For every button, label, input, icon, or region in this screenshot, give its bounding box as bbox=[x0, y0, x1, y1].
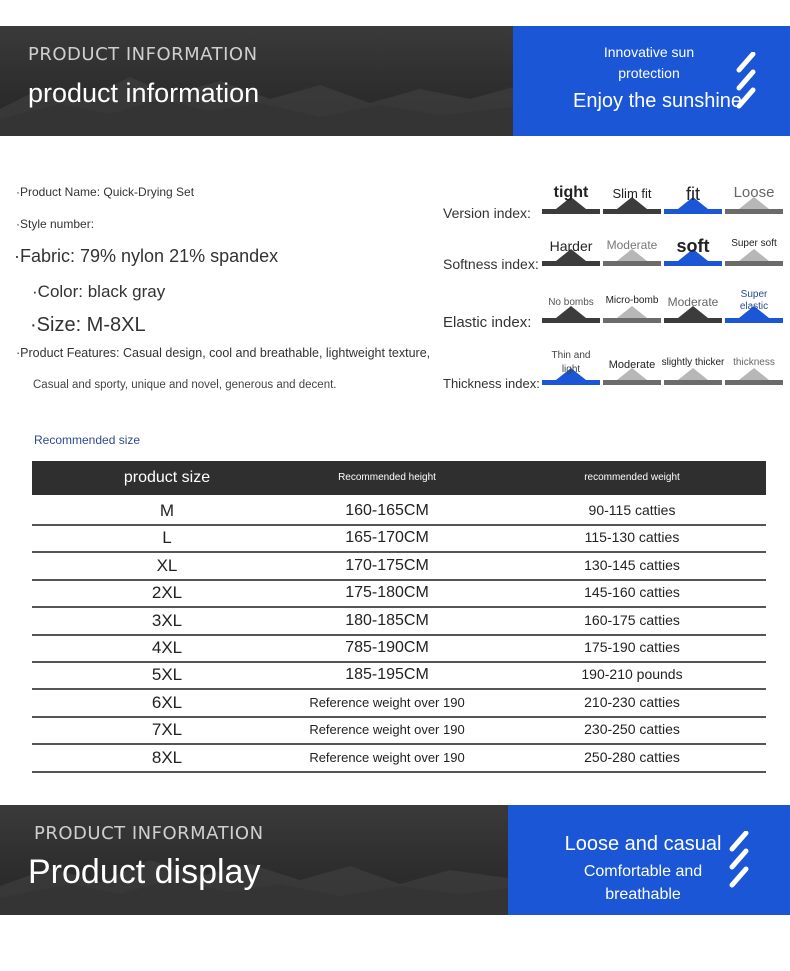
row-weight: 160-175 catties bbox=[584, 611, 680, 628]
thickness-option-moderate: Moderate bbox=[603, 355, 661, 385]
row-height: Reference weight over 190 bbox=[309, 749, 465, 765]
spec-color: ·Color: black gray bbox=[32, 282, 166, 301]
spec-features-2: Casual and sporty, unique and novel, generous and decent. bbox=[33, 379, 337, 391]
version-index-label: Version index: bbox=[443, 205, 531, 221]
row-height: 785-190CM bbox=[345, 639, 429, 656]
size-table-row bbox=[32, 552, 766, 581]
row-height: 165-170CM bbox=[345, 529, 429, 547]
banner-slogan-2: protection bbox=[618, 65, 680, 81]
row-height: 185-195CM bbox=[345, 666, 429, 684]
banner-heading: Product display bbox=[28, 853, 261, 891]
softness-index-label: Softness index: bbox=[443, 256, 539, 272]
banner-slogan-3: Enjoy the sunshine bbox=[573, 90, 743, 112]
elastic-option-moderate: Moderate bbox=[664, 293, 722, 323]
header-height: Recommended height bbox=[338, 472, 436, 483]
size-table-row bbox=[32, 607, 766, 636]
banner-caption: PRODUCT INFORMATION bbox=[34, 823, 264, 844]
header-product-size: product size bbox=[123, 469, 211, 486]
top-banner bbox=[0, 26, 790, 136]
banner-blue-panel bbox=[513, 26, 790, 136]
header-weight: recommended weight bbox=[584, 472, 680, 483]
row-weight: 175-190 catties bbox=[584, 639, 680, 655]
banner-slogan-1: Loose and casual bbox=[564, 833, 722, 855]
row-weight: 230-250 catties bbox=[584, 721, 680, 738]
banner-slogan-3: breathable bbox=[605, 886, 681, 903]
thickness-option-thin: Thin and light bbox=[542, 355, 600, 385]
thickness-index-label: Thickness index: bbox=[443, 376, 540, 391]
row-height: Reference weight over 190 bbox=[309, 722, 465, 738]
size-table-row bbox=[32, 716, 766, 745]
spec-fabric: ·Fabric: 79% nylon 21% spandex bbox=[14, 246, 279, 266]
spec-features: ·Product Features: Casual design, cool and breathable, lightweight texture, bbox=[16, 346, 431, 360]
stripes-icon bbox=[733, 52, 759, 110]
softness-option-super-soft: Super soft bbox=[725, 236, 783, 266]
size-table-row bbox=[32, 579, 766, 608]
version-option-tight: tight bbox=[542, 184, 600, 214]
size-table-row bbox=[32, 524, 766, 553]
row-size: 3XL bbox=[151, 610, 183, 630]
row-height: 170-175CM bbox=[345, 556, 429, 574]
size-table-header bbox=[32, 461, 766, 495]
row-size: 2XL bbox=[151, 583, 183, 603]
softness-option-soft: soft bbox=[664, 236, 722, 266]
row-height: Reference weight over 190 bbox=[309, 694, 465, 710]
size-table-row bbox=[32, 661, 766, 690]
spec-size: ·Size: M-8XL bbox=[30, 314, 146, 336]
spec-product-name: ·Product Name: Quick-Drying Set bbox=[16, 185, 195, 199]
row-size: 6XL bbox=[151, 692, 183, 712]
row-height: 160-165CM bbox=[345, 502, 429, 519]
elastic-option-super-elastic: Super elastic bbox=[725, 293, 783, 323]
banner-slogan-2: Comfortable and bbox=[583, 863, 703, 880]
version-option-slim: Slim fit bbox=[603, 184, 661, 214]
row-size: 4XL bbox=[151, 638, 183, 657]
banner-dark-panel bbox=[0, 805, 508, 915]
softness-option-moderate: Moderate bbox=[603, 236, 661, 266]
softness-option-harder: Harder bbox=[542, 236, 600, 266]
row-size: 5XL bbox=[151, 665, 183, 685]
row-size: 7XL bbox=[151, 720, 183, 740]
row-weight: 190-210 pounds bbox=[581, 666, 683, 683]
banner-blue-panel bbox=[508, 805, 790, 915]
row-weight: 115-130 catties bbox=[584, 529, 680, 546]
bottom-banner bbox=[0, 805, 790, 915]
banner-dark-panel bbox=[0, 26, 513, 136]
row-size: XL bbox=[156, 555, 178, 575]
recommended-size-title: Recommended size bbox=[34, 433, 141, 447]
row-weight: 130-145 catties bbox=[584, 556, 680, 573]
row-weight: 210-230 catties bbox=[584, 693, 680, 710]
row-height: 175-180CM bbox=[345, 584, 429, 602]
banner-caption: PRODUCT INFORMATION bbox=[28, 44, 258, 65]
banner-slogan-1: Innovative sun bbox=[603, 44, 695, 60]
row-size: M bbox=[159, 501, 175, 520]
row-height: 180-185CM bbox=[345, 611, 429, 629]
row-weight: 145-160 catties bbox=[584, 584, 680, 601]
spec-style-number: ·Style number: bbox=[16, 217, 95, 231]
elastic-index-label: Elastic index: bbox=[443, 314, 532, 331]
size-table-row bbox=[32, 497, 766, 526]
row-weight: 250-280 catties bbox=[584, 748, 680, 765]
version-option-fit: fit bbox=[664, 184, 722, 214]
size-table-row bbox=[32, 689, 766, 718]
version-option-loose: Loose bbox=[725, 184, 783, 214]
row-size: 8XL bbox=[151, 747, 183, 767]
thickness-option-thickness: thickness bbox=[725, 355, 783, 385]
banner-heading: product information bbox=[28, 78, 260, 108]
size-table-row bbox=[32, 744, 766, 773]
stripes-icon bbox=[726, 831, 752, 889]
elastic-option-micro-bomb: Micro-bomb bbox=[603, 293, 661, 323]
row-weight: 90-115 catties bbox=[588, 502, 676, 518]
size-table-row bbox=[32, 634, 766, 663]
thickness-option-slightly-thicker: slightly thicker bbox=[664, 355, 722, 385]
row-size: L bbox=[162, 528, 172, 548]
elastic-option-no-bombs: No bombs bbox=[542, 293, 600, 323]
